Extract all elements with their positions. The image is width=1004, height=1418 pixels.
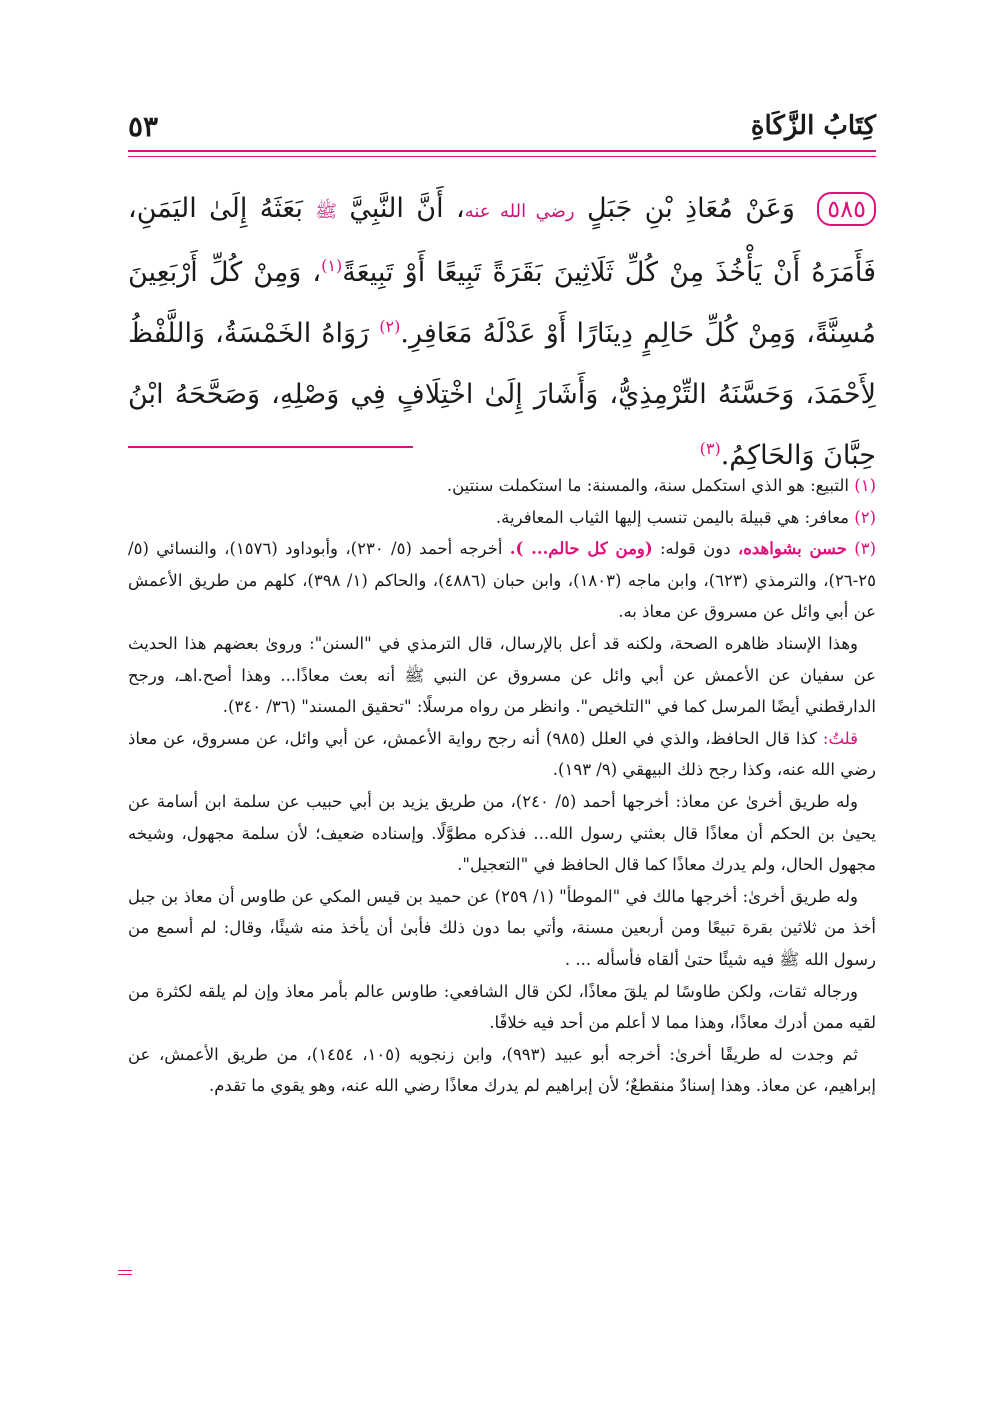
honorific-symbol: رضي الله عنه [464, 201, 575, 222]
footnote-paragraph: وله طريق أخرىٰ: أخرجها مالك في "الموطأ" (١/ ٢٥٩) عن حميد بن قيس المكي عن طاوس أن معاذ بن جبل أخذ من ثلاثين بقرة تبيعًا ومن أربعين مسنة، وأتي بما دون ذلك فأبىٰ أن يأخذ منه شيئًا، وقال: لم أسمع من رسول الله ﷺ فيه شيئًا حتىٰ ألقاه فأسأله ... . [128, 886, 876, 969]
footnote-1 [128, 470, 876, 502]
footnote-paragraph [128, 723, 876, 786]
hadith-part-3: بَعَثَهُ إِلَىٰ اليَمَنِ، فَأَمَرَهُ أَنْ يَأْخُذَ مِنْ كُلِّ ثَلَاثِينَ بَقَرَةً تَبِيعًا أَوْ تَبِيعَةً [128, 193, 876, 288]
header-rule [128, 150, 876, 152]
hadith-text [128, 178, 876, 486]
footnote-paragraph: وهذا الإسناد ظاهره الصحة، ولكنه قد أعل بالإرسال، قال الترمذي في "السنن": وروىٰ بعضهم هذا الحديث عن سفيان عن الأعمش عن أبي وائل عن مسروق عن النبي ﷺ أنه بعث معاذًا... وهذا أصح.اهـ، ورجح الدارقطني أيضًا المرسل كما في "التلخيص". وانظر من رواه مرسلًا: "تحقيق المسند" (٣٦/ ٣٤٠). [128, 633, 876, 717]
footnote-text: التبيع: هو الذي استكمل سنة، والمسنة: ما استكملت سنتين. [446, 476, 849, 495]
footnote-ref-1[interactable]: (١) [321, 256, 343, 275]
footnote-ref-2[interactable]: (٢) [379, 317, 401, 336]
footnote-separator [128, 446, 413, 448]
footnote-marker: (٣) [854, 539, 877, 559]
footnote-paragraph: ورجاله ثقات، ولكن طاوسًا لم يلقَ معاذًا، لكن قال الشافعي: طاوس عالم بأمر معاذ وإن لم يلقه لكثرة من لقيه ممن أدرك معاذًا، وهذا مما لا أعلم من أحد فيه خلافًا. [128, 981, 876, 1033]
book-title: كِتَابُ الزَّكَاةِ [750, 111, 876, 141]
page-number: ٥٣ [128, 109, 159, 143]
quoted-phrase: (ومن كل حالم... ). [509, 539, 653, 559]
header-rule-thin [128, 156, 876, 157]
continuation-mark [118, 1270, 132, 1275]
footnote-text: دون قوله: [660, 539, 731, 559]
footnote-marker: (٢) [854, 507, 876, 527]
hadith-part-5: رَوَاهُ الخَمْسَةُ، وَاللَّفْظُ لِأَحْمَدَ، وَحَسَّنَهُ التِّرْمِذِيُّ، وَأَشَارَ إِلَىٰ اخْتِلَافٍ فِي وَصْلِهِ، وَصَحَّحَهُ ابْنُ حِبَّانَ وَالحَاكِمُ. [128, 318, 876, 471]
footnote-text: كذا قال الحافظ، والذي في العلل (٩٨٥) أنه رجح رواية الأعمش، عن أبي وائل، عن مسروق، عن معاذ رضي الله عنه، وكذا رجح ذلك البيهقي (٩/ ١٩٣). [128, 728, 876, 780]
hadith-part-4: ، وَمِنْ كُلِّ أَرْبَعِينَ مُسِنَّةً، وَمِنْ كُلِّ حَالِمٍ دِينَارًا أَوْ عَدْلَهُ مَعَافِرِ. [128, 257, 876, 349]
footnote-text: أخرجه أحمد (٥/ ٢٣٠)، وأبوداود (١٥٧٦)، والنسائي (٥/ ٢٥-٢٦)، والترمذي (٦٢٣)، وابن ماجه (١٨٠٣)، وابن حبان (٤٨٨٦)، والحاكم (١/ ٣٩٨)، كلهم من طريق الأعمش عن أبي وائل عن مسروق عن معاذ به. [128, 539, 876, 622]
footnote-paragraph: وله طريق أخرىٰ عن معاذ: أخرجها أحمد (٥/ ٢٤٠)، من طريق يزيد بن أبي حبيب عن سلمة ابن أسامة عن يحيىٰ بن الحكم أن معاذًا قال بعثني رسول الله... فذكره مطوَّلًا. وإسناده ضعيف؛ لأن سلمة مجهول، وشيخه مجهول الحال، ولم يدرك معاذًا كما قال الحافظ في "التعجيل". [128, 791, 876, 875]
footnote-paragraph: ثم وجدت له طريقًا أخرىٰ: أخرجه أبو عبيد (٩٩٣)، وابن زنجويه (١٠٥، ١٤٥٤)، من طريق الأعمش، عن إبراهيم، عن معاذ. وهذا إسنادٌ منقطعٌ؛ لأن إبراهيم لم يدرك معاذًا رضي الله عنه، وهو يقوي ما تقدم. [128, 1044, 876, 1096]
hadith-number-badge: ٥٨٥ [817, 192, 876, 226]
footnote-marker: (١) [854, 476, 876, 495]
footnote-3 [128, 533, 876, 628]
footnotes [128, 470, 876, 1102]
footnote-ref-3[interactable]: (٣) [699, 439, 721, 458]
footnote-2 [128, 502, 876, 534]
hadith-part-2: ، أَنَّ النَّبِيَّ [349, 193, 465, 224]
hadith-part-1: وَعَنْ مُعَاذِ بْنِ جَبَلٍ [587, 193, 795, 224]
footnote-text: معافر: هي قبيلة باليمن تنسب إليها الثياب المعافرية. [495, 507, 849, 527]
page-header [128, 104, 876, 148]
hadith-grade: حسن بشواهده، [737, 539, 847, 559]
salutation-symbol: ﷺ [315, 201, 338, 222]
qultu-label: قلتُ: [822, 728, 859, 748]
